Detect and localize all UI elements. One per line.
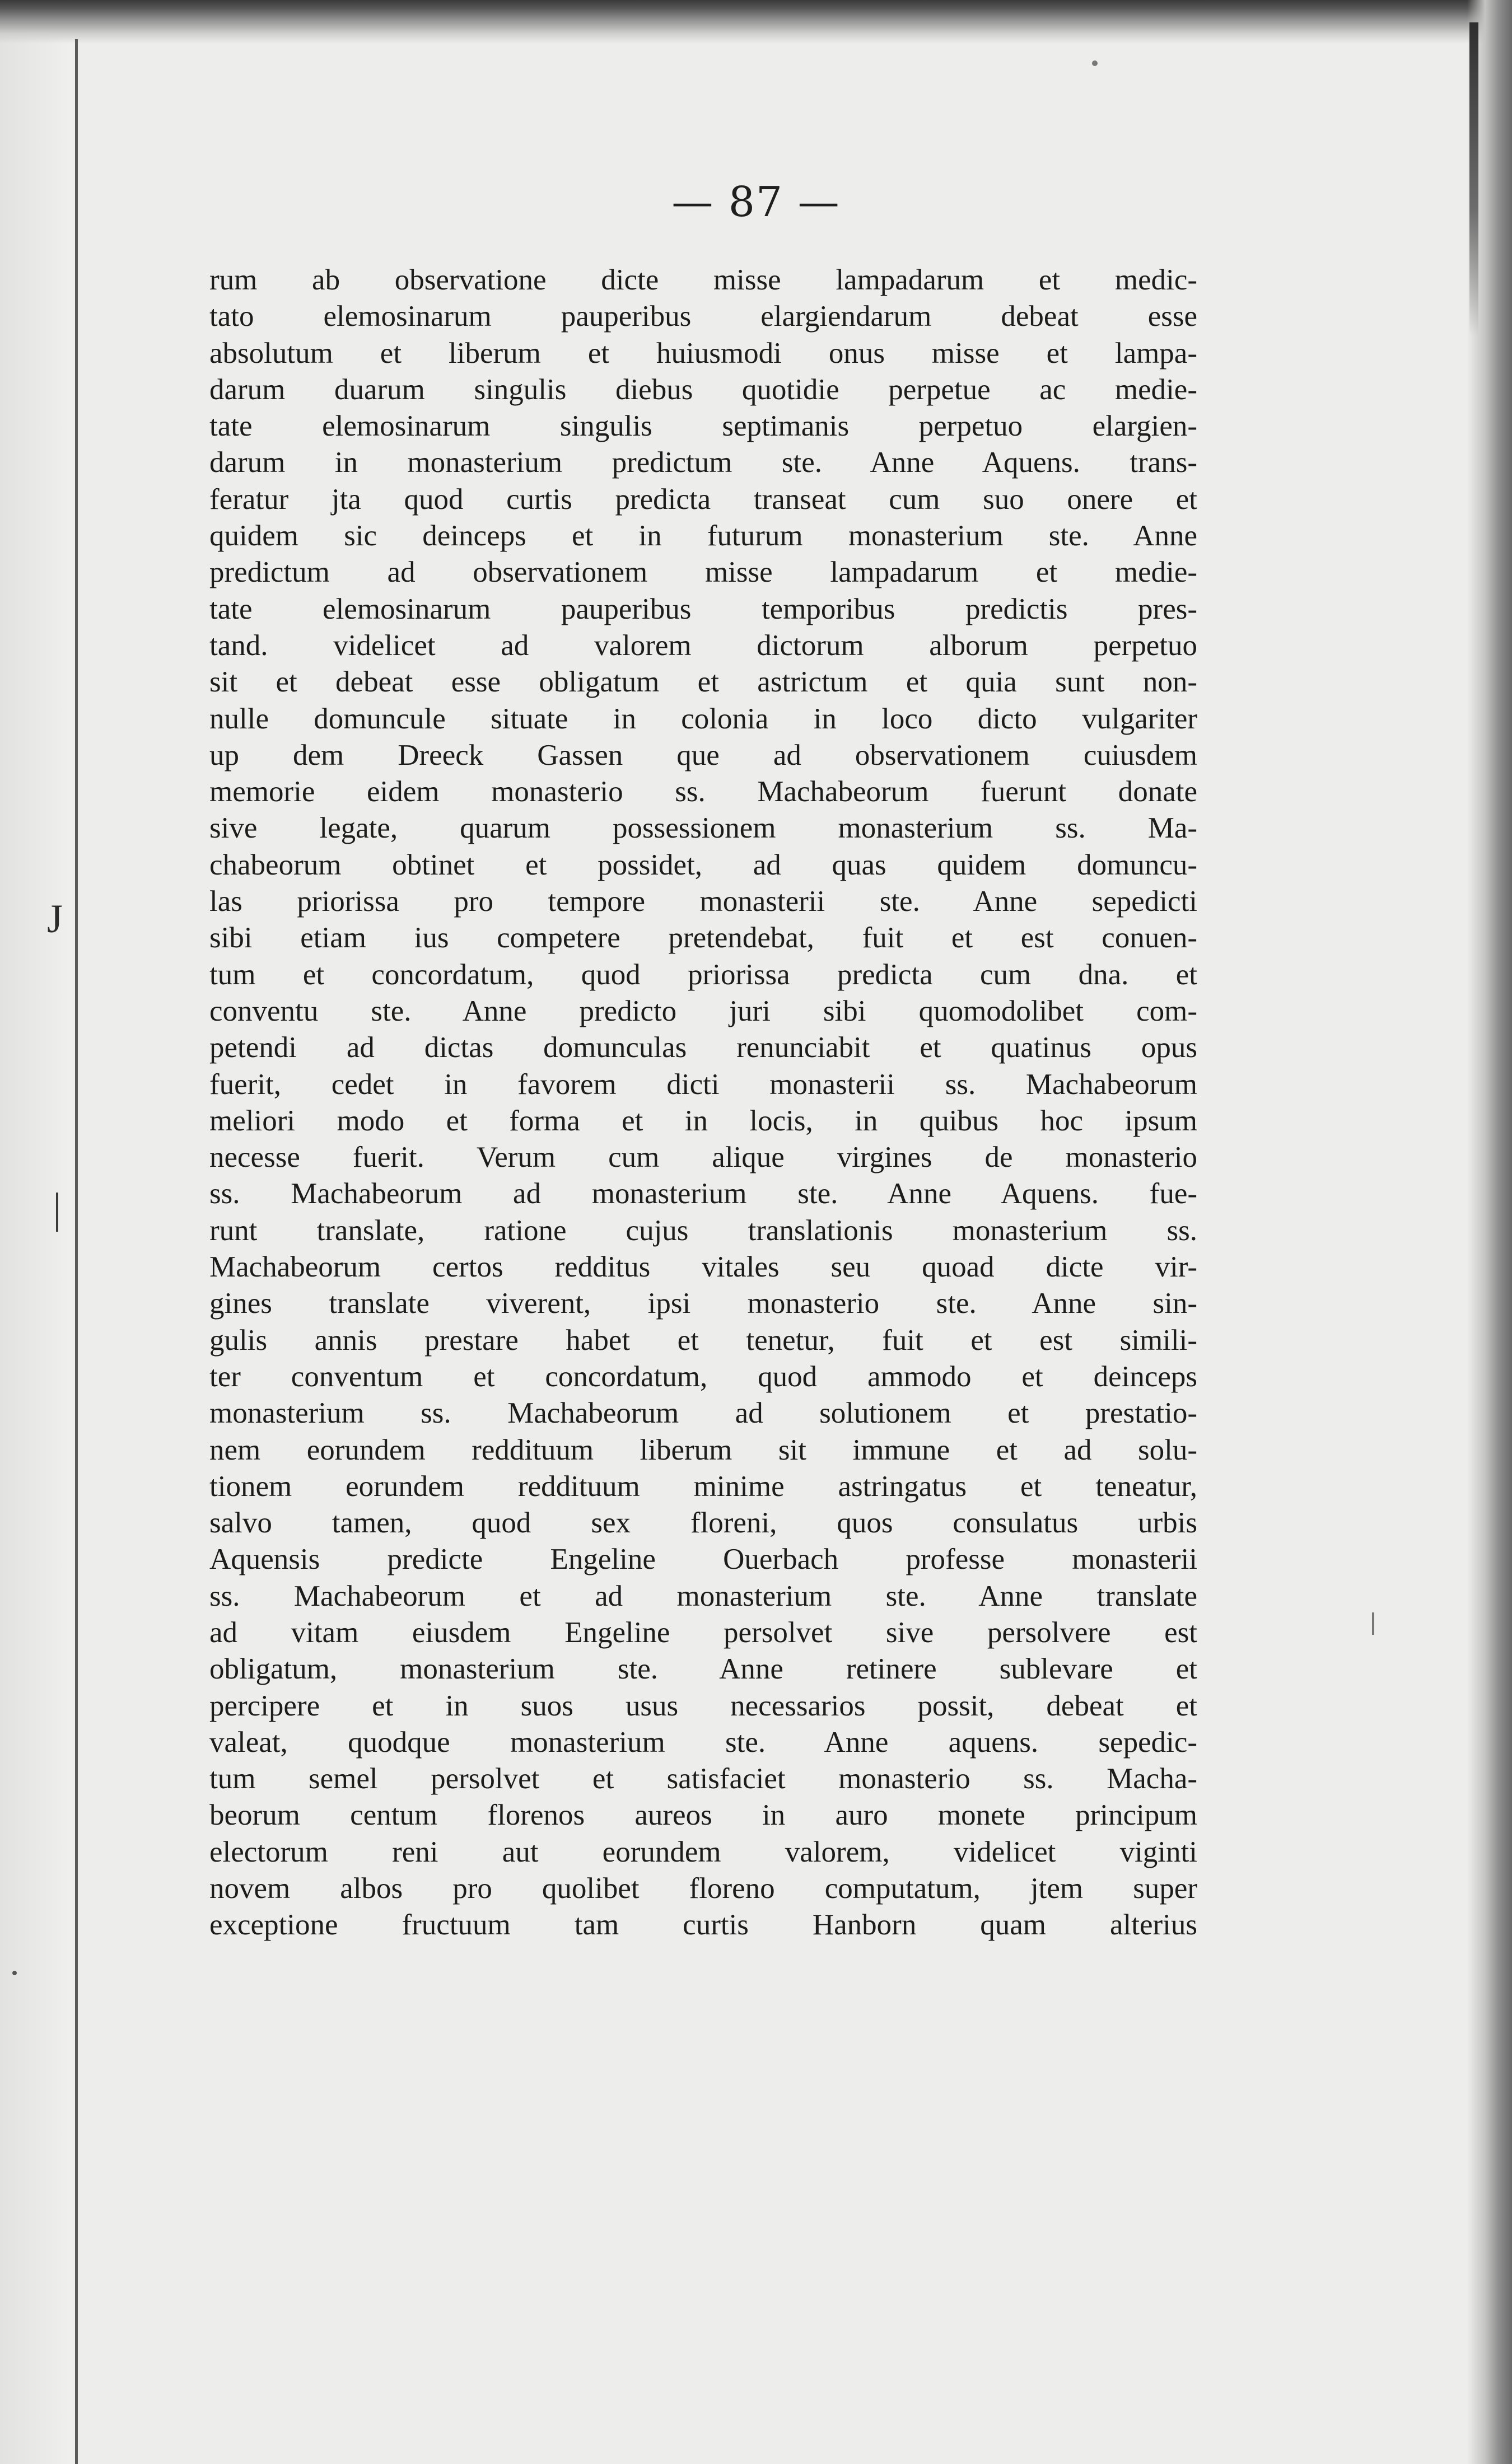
- binding-rule: [75, 39, 78, 2464]
- text-line: memorie eidem monasterio ss. Machabeorum fuerunt donate: [209, 775, 1197, 808]
- scan-right-edge-shadow: [1467, 0, 1512, 2464]
- text-line: valeat, quodque monasterium ste. Anne aquens. sepedic-: [209, 1726, 1197, 1759]
- text-line: fuerit, cedet in favorem dicti monasterii ss. Machabeorum: [209, 1068, 1197, 1101]
- text-line: tum semel persolvet et satisfaciet monasterio ss. Macha-: [209, 1762, 1197, 1796]
- text-line: quidem sic deinceps et in futurum monasterium ste. Anne: [209, 520, 1197, 553]
- text-line: percipere et in suos usus necessarios possit, debeat et: [209, 1689, 1197, 1722]
- text-line: nem eorundem reddituum liberum sit immune et ad solu-: [209, 1433, 1197, 1466]
- text-line: sive legate, quarum possessionem monasterium ss. Ma-: [209, 812, 1197, 845]
- text-line: tionem eorundem reddituum minime astringatus et teneatur,: [209, 1470, 1197, 1503]
- text-line: darum duarum singulis diebus quotidie perpetue ac medie-: [209, 373, 1197, 406]
- text-line: ss. Machabeorum et ad monasterium ste. Anne translate: [209, 1579, 1197, 1612]
- text-line: runt translate, ratione cujus translationis monasterium ss.: [209, 1214, 1197, 1247]
- text-line: conventu ste. Anne predicto juri sibi quomodolibet com-: [209, 994, 1197, 1027]
- body-text: [209, 262, 1197, 1944]
- text-line: ad vitam eiusdem Engeline persolvet sive persolvere est: [209, 1616, 1197, 1649]
- text-line: monasterium ss. Machabeorum ad solutionem et prestatio-: [209, 1397, 1197, 1430]
- text-line: tum et concordatum, quod priorissa predicta cum dna. et: [209, 958, 1197, 991]
- text-line: beorum centum florenos aureos in auro monete principum: [209, 1799, 1197, 1832]
- text-line: salvo tamen, quod sex floreni, quos consulatus urbis: [209, 1507, 1197, 1540]
- scan-speck: [1092, 60, 1098, 66]
- text-line: feratur jta quod curtis predicta transeat cum suo onere et: [209, 483, 1197, 516]
- scan-speck: [1372, 1612, 1374, 1635]
- text-line: chabeorum obtinet et possidet, ad quas quidem domuncu-: [209, 848, 1197, 881]
- text-line: sibi etiam ius competere pretendebat, fuit et est conuen-: [209, 922, 1197, 955]
- text-line: up dem Dreeck Gassen que ad observationem cuiusdem: [209, 738, 1197, 772]
- text-line: necesse fuerit. Verum cum alique virgines de monasterio: [209, 1141, 1197, 1174]
- text-line: ss. Machabeorum ad monasterium ste. Anne Aquens. fue-: [209, 1177, 1197, 1210]
- scan-speck: [12, 1971, 17, 1975]
- text-line: absolutum et liberum et huiusmodi onus misse et lampa-: [209, 336, 1197, 370]
- binding-margin: [0, 0, 75, 2464]
- text-line: meliori modo et forma et in locis, in quibus hoc ipsum: [209, 1104, 1197, 1137]
- text-line: darum in monasterium predictum ste. Anne Aquens. trans-: [209, 446, 1197, 479]
- text-line: nulle domuncule situate in colonia in loco dicto vulgariter: [209, 702, 1197, 735]
- margin-tick-mark: [56, 1193, 58, 1232]
- text-line: las priorissa pro tempore monasterii ste. Anne sepedicti: [209, 885, 1197, 918]
- text-line: gulis annis prestare habet et tenetur, fuit et est simili-: [209, 1324, 1197, 1357]
- text-line: Aquensis predicte Engeline Ouerbach professe monasterii: [209, 1543, 1197, 1576]
- text-line: tato elemosinarum pauperibus elargiendarum debeat esse: [209, 300, 1197, 333]
- text-line: predictum ad observationem misse lampadarum et medie-: [209, 556, 1197, 589]
- margin-mark-j: J: [47, 896, 63, 941]
- text-line: gines translate viverent, ipsi monasterio ste. Anne sin-: [209, 1287, 1197, 1320]
- text-line: sit et debeat esse obligatum et astrictum et quia sunt non-: [209, 666, 1197, 699]
- text-line: novem albos pro quolibet floreno computatum, jtem super: [209, 1872, 1197, 1905]
- text-line: obligatum, monasterium ste. Anne retinere sublevare et: [209, 1653, 1197, 1686]
- text-line: tand. videlicet ad valorem dictorum alborum perpetuo: [209, 629, 1197, 662]
- text-line: exceptione fructuum tam curtis Hanborn quam alterius: [209, 1909, 1197, 1942]
- text-line: electorum reni aut eorundem valorem, videlicet viginti: [209, 1835, 1197, 1868]
- text-line: ter conventum et concordatum, quod ammodo et deinceps: [209, 1360, 1197, 1393]
- text-line: petendi ad dictas domunculas renunciabit et quatinus opus: [209, 1031, 1197, 1064]
- text-line: tate elemosinarum singulis septimanis perpetuo elargien-: [209, 410, 1197, 443]
- page-number: — 87 —: [671, 178, 841, 226]
- text-line: tate elemosinarum pauperibus temporibus predictis pres-: [209, 592, 1197, 625]
- text-line: Machabeorum certos redditus vitales seu quoad dicte vir-: [209, 1251, 1197, 1284]
- scan-top-shadow: [0, 0, 1512, 44]
- text-line: rum ab observatione dicte misse lampadarum et medic-: [209, 264, 1197, 296]
